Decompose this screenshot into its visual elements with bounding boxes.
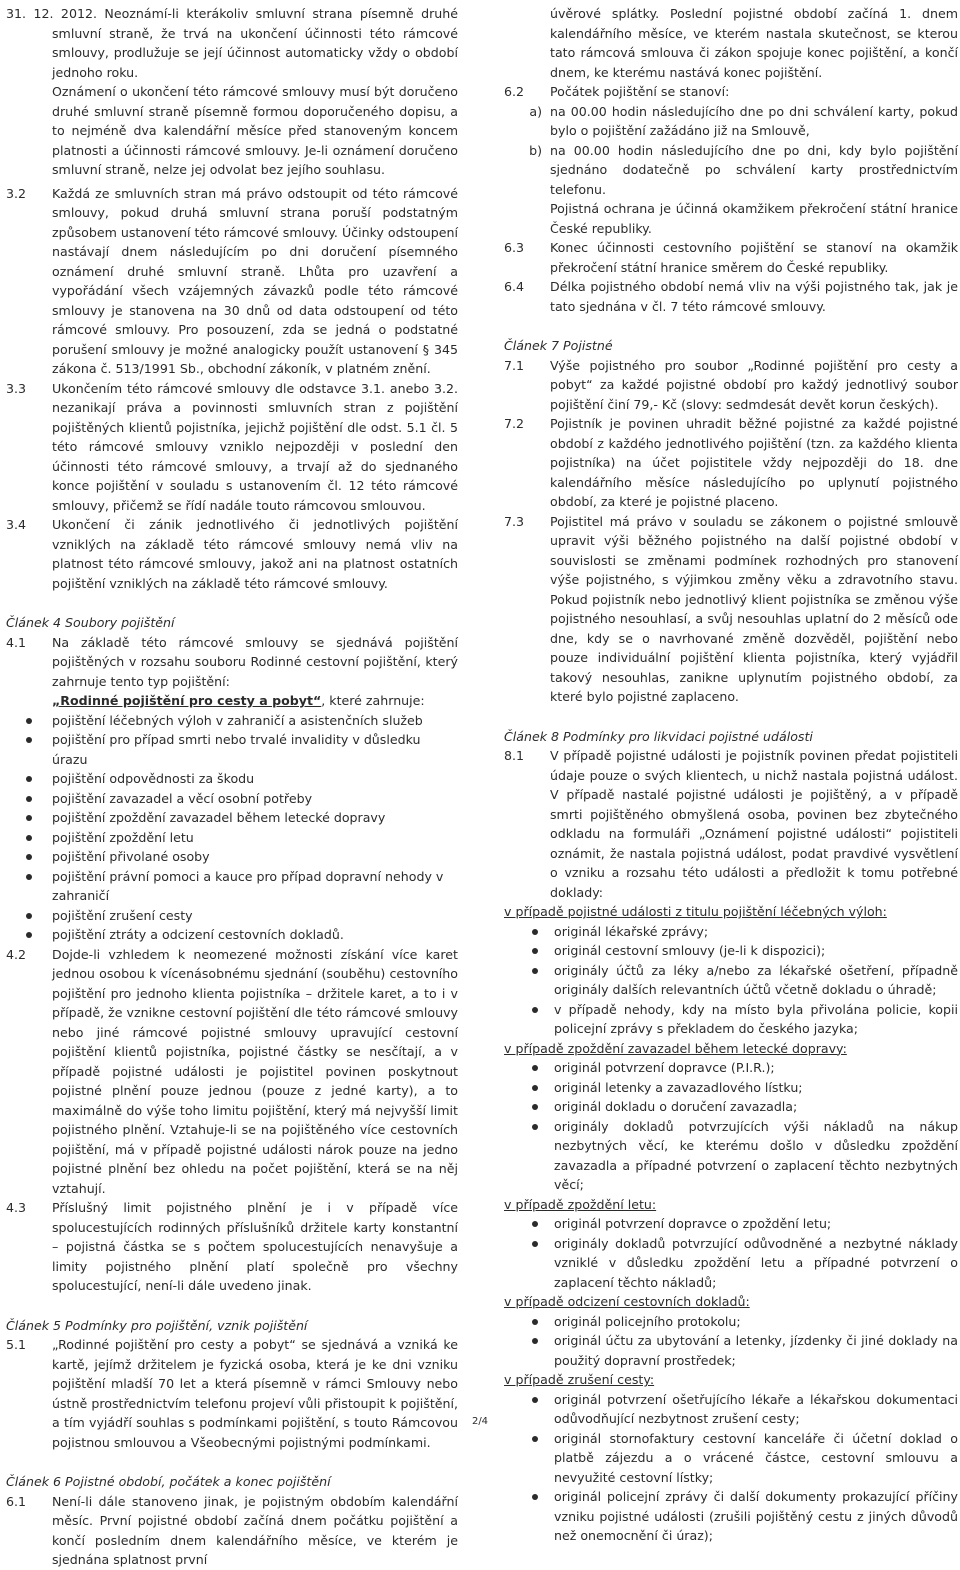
documents-heading: v případě pojistné události z titulu pojištění léčebných výloh: (504, 904, 887, 919)
coverage-item: pojištění zavazadel a věcí osobní potřeby (52, 789, 458, 809)
clause-3-4 (6, 515, 458, 593)
page-number: 2/4 (471, 1416, 489, 1427)
clause-number: 7.3 (504, 513, 525, 529)
article-7-title: Článek 7 Pojistné (504, 338, 613, 353)
clause-text: Ukončení či zánik jednotlivého či jednotlivých pojištění vzniklých na základě této rámcové smlouvy nemá vliv na platnost této rámcové smlouvy, jakož ani na platnost ostatních pojištění vzniklých na základě této rámcové smlouvy. (52, 517, 458, 591)
article-4-title: Článek 4 Soubory pojištění (6, 615, 175, 630)
clause-text: V případě pojistné události je pojistník povinen předat pojistiteli údaje pouze o svých klientech, u nichž nastala pojistná událost. V případě nastalé pojistné události je pojištěný, a v případě smrti pojištěného obmyšlená osoba, povinen bez zbytečného odkladu na formuláři „Oznámení pojistné události“ pojistiteli oznámit, že nastala pojistná událost, podat pravdivé vysvětlení o vzniku a rozsahu této události a předložit k tomu potřebné doklady: (550, 748, 958, 900)
document-item: originál policejního protokolu; (554, 1312, 958, 1332)
clause-6-2-note: Pojistná ochrana je účinná okamžikem překročení státní hranice České republiky. (550, 201, 958, 236)
documents-medical (504, 902, 958, 1039)
article-8-title: Článek 8 Podmínky pro likvidaci pojistné události (504, 728, 813, 744)
coverage-item: pojištění zpoždění zavazadel během letecké dopravy (52, 808, 458, 828)
clause-number: 4.1 (6, 634, 27, 650)
clause-7-1 (504, 356, 958, 415)
right-column (504, 4, 958, 1546)
article-6-title: Článek 6 Pojistné období, počátek a konec pojištění (6, 1474, 331, 1489)
clause-number: 4.2 (6, 946, 27, 962)
documents-list (504, 922, 958, 1039)
clause-text: Pojistník je povinen uhradit běžné pojistné za každé pojistné období z každého jednotlivého pojištění (tzn. za každého klienta pojistníka) na účet pojistitele vždy nejpozději do 18. dne kalendářního měsíce následujícího po uplynutí pojistného období, za které je pojistné placeno. (550, 416, 958, 509)
clause-text: „Rodinné pojištění pro cesty a pobyt“ se sjednává a vzniká ke kartě, jejímž držitelem je fyzická osoba, která je ke dni vzniku pojištění mladší 70 let a která písemně v rámci Smlouvy nebo ústně prostřednictvím telefonu projeví vůli přistoupit k pojištění, a tím vyjádří souhlas s podmínkami pojištění, s touto Rámcovou pojistnou smlouvou a Všeobecnými pojistnými podmínkami. (52, 1337, 458, 1450)
clause-text: Příslušný limit pojistného plnění je i v případě více spolucestujících rodinných příslušníků držitele karty konstantní – pojistná částka se s počtem spolucestujících nenavyšuje a limity pojistného plnění platí společně pro všechny spolucestující, není-li dále uvedeno jinak. (52, 1200, 458, 1293)
clause-7-3 (504, 512, 958, 707)
clause-8-1 (504, 746, 958, 902)
document-item: originál potvrzení ošetřujícího lékaře a lékařskou dokumentaci odůvodňující nezbytnost zrušení cesty; (554, 1390, 958, 1429)
document-item: originál lékařské zprávy; (554, 922, 958, 942)
clause-text: Pojistitel má právo v souladu se zákonem o pojistné smlouvě upravit výši běžného pojistného na další pojistné období v souvislosti se změnami podmínek rozhodných pro stanovení výše pojistného, s výjimkou změny věku a zdravotního stavu. Pokud pojistník nebo jednotlivý klient pojistníka se změnou výše pojistného nesouhlasí, a svůj nesouhlas uplatní do 2 měsíců ode dne, kdy se o navrhované změně dozvěděl, pojištění nebo pouze individuální pojištění klienta pojistníka, který vyjádřil takový nesouhlas, zanikne uplynutím pojistného období, za které bylo pojistné zaplaceno. (550, 513, 958, 704)
coverage-item: pojištění pro případ smrti nebo trvalé invalidity v důsledku úrazu (52, 730, 458, 769)
documents-heading: v případě zpoždění letu: (504, 1196, 657, 1212)
clause-6-3 (504, 238, 958, 277)
clause-text: Ukončením této rámcové smlouvy dle odstavce 3.1. anebo 3.2. nezanikají práva a povinnosti smluvních stran z pojištění pojištěných klientů pojistníka, jejichž pojištění dle odst. 5.1 čl. 5 této rámcové smlouvy vzniklo nejpozději v poslední den účinnosti této rámcové smlouvy, a trvají až do sjednaného konce pojištění v souladu s ustanovením čl. 12 této rámcové smlouvy, přičemž se řídí nadále touto rámcovou smlouvou. (52, 380, 458, 513)
clause-4-2 (6, 945, 458, 1199)
documents-list (504, 1214, 958, 1292)
document-item: v případě nehody, kdy na místo byla přivolána policie, kopii policejní zprávy s překladem do českého jazyka; (554, 1000, 958, 1039)
document-item: originál potvrzení dopravce o zpoždění letu; (554, 1214, 958, 1234)
clause-6-2-b (504, 141, 958, 200)
coverage-item: pojištění zpoždění letu (52, 828, 458, 848)
documents-theft (504, 1292, 958, 1370)
clause-number: 3.2 (6, 185, 27, 201)
clause-text: Počátek pojištění se stanoví: (550, 84, 730, 99)
clause-3-1-continuation: 31. 12. 2012. Neoznámí-li kterákoliv smluvní strana písemně druhé smluvní straně, že trvá na ukončení účinnosti této rámcové smlouvy, prodlužuje se její účinnost automaticky vždy o období jednoho roku. (6, 6, 458, 80)
documents-heading: v případě zrušení cesty: (504, 1372, 655, 1387)
document-item: originály účtů za léky a/nebo za lékařské ošetření, případně originály dalších relevantních účtů včetně dokladu o úhradě; (554, 961, 958, 1000)
documents-list (504, 1390, 958, 1546)
clause-number: 6.4 (504, 279, 525, 294)
documents-heading: v případě zpoždění zavazadel během letecké dopravy: (504, 1040, 847, 1056)
clause-text: Délka pojistného období nemá vliv na výši pojistného tak, jak je tato sjednána v čl. 7 této rámcové smlouvy. (550, 279, 958, 314)
article-5-title: Článek 5 Podmínky pro pojištění, vznik pojištění (6, 1317, 308, 1333)
clause-number: 6.1 (6, 1493, 27, 1509)
clause-text: Na základě této rámcové smlouvy se sjednává pojištění pojištěných v rozsahu souboru Rodinné cestovní pojištění, který zahrnuje tento typ pojištění: (52, 634, 458, 689)
clause-3-1-notice: Oznámení o ukončení této rámcové smlouvy musí být doručeno druhé smluvní straně písemně formou doporučeného dopisu, a to nejméně dva kalendářní měsíce před stanoveným koncem platnosti a účinnosti rámcové smlouvy. Je-li oznámení doručeno smluvní straně, nelze jej odvolat bez jejího souhlasu. (52, 84, 458, 177)
clause-text: Dojde-li vzhledem k neomezené možnosti získání více karet jednou osobou k vícenásobnému sjednání (souběhu) cestovního pojištění pro jednoho klienta pojistníka – držitele karet, a to i v případě, že vznikne cestovní pojištění dle této rámcové smlouvy nebo jiné rámcové pojistné smlouvy upravující cestovní pojištění klientů pojistníka, pojistné částky se nesčítají, a v případě pojistné události je pojistitel povinen poskytnout pojistné plnění pouze jednou (pouze z jedné karty), a to maximálně do výše toho limitu pojištění, který má nejvyšší limit pojistného plnění. Vztahuje-li se na pojištěného více cestovních pojištění, má v případě pojistné události nárok pouze na jedno pojistné plnění bez ohledu na počet pojištění, která se na něj vztahují. (52, 946, 458, 1196)
plan-suffix: , které zahrnuje: (321, 693, 425, 708)
clause-3-3 (6, 379, 458, 516)
clause-number: 4.3 (6, 1200, 27, 1215)
clause-6-4 (504, 277, 958, 316)
coverage-item: pojištění přivolané osoby (52, 847, 458, 867)
clause-number: 3.3 (6, 380, 27, 396)
coverage-item: pojištění odpovědnosti za škodu (52, 769, 458, 789)
clause-text: Není-li dále stanoveno jinak, je pojistným obdobím kalendářní měsíc. První pojistné období začíná dnem počátku pojištění a končí posledním dnem kalendářního měsíce, ve kterém je sjednána splatnost první (52, 1493, 458, 1567)
clause-number: 6.2 (504, 84, 525, 99)
clause-7-2 (504, 414, 958, 512)
clause-number: 8.1 (504, 748, 525, 763)
clause-number: 7.2 (504, 416, 525, 431)
plan-name: „Rodinné pojištění pro cesty a pobyt“ (52, 693, 322, 708)
documents-list (504, 1058, 958, 1195)
clause-6-2 (504, 82, 958, 102)
document-item: originály dokladů potvrzujících výši nákladů na nákup nezbytných věcí, ke kterému došlo v důsledku zpoždění zavazadla a případné potvrzení o zaplacení těchto nezbytných věcí; (554, 1117, 958, 1195)
clause-number: 5.1 (6, 1337, 27, 1352)
clause-number: 6.3 (504, 240, 525, 255)
clause-6-2-a (504, 102, 958, 141)
clause-5-1 (6, 1335, 458, 1452)
coverage-item: pojištění právní pomoci a kauce pro případ dopravní nehody v zahraničí (52, 867, 458, 906)
sub-text: na 00.00 hodin následujícího dne po dni, kdy bylo pojištění sjednáno dodatečně po schválení karty prostřednictvím telefonu. (550, 142, 958, 197)
clause-6-1 (6, 1492, 458, 1570)
sub-letter: a) (529, 103, 542, 119)
coverage-item: pojištění zrušení cesty (52, 906, 458, 926)
clause-text: Každá ze smluvních stran má právo odstoupit od této rámcové smlouvy, pokud druhá smluvní strana poruší podstatným způsobem ustanovení této rámcové smlouvy. Účinky odstoupení nastávají dnem následujícím po dni doručení písemného oznámení druhé smluvní straně. Lhůta pro uzavření a vypořádání všech vzájemných závazků podle této rámcové smlouvy je stanovena na 30 dnů od data odstoupení od této rámcové smlouvy. Pro posouzení, zda se jedná o podstatné porušení smlouvy je možné analogicky použít ustanovení § 345 zákona č. 513/1991 Sb., obchodní zákoník, v platném znění. (52, 185, 458, 376)
sub-text: na 00.00 hodin následujícího dne po dni schválení karty, pokud bylo o pojištění zažádáno již na Smlouvě, (550, 103, 958, 138)
document-item: originál dokladu o doručení zavazadla; (554, 1097, 958, 1117)
sub-letter: b) (529, 142, 542, 158)
document-item: originál stornofaktury cestovní kanceláře či účetní doklad o platbě zájezdu a o vrácené částce, cestovní smlouvu a nevyužité cestovní lístky; (554, 1429, 958, 1488)
left-column (6, 4, 458, 1570)
documents-baggage-delay (504, 1039, 958, 1195)
document-item: originál letenky a zavazadlového lístku; (554, 1078, 958, 1098)
document-item: originál účtu za ubytování a letenky, jízdenky či jiné doklady na použitý dopravní prostředek; (554, 1331, 958, 1370)
documents-flight-delay (504, 1195, 958, 1293)
clause-number: 7.1 (504, 357, 525, 373)
clause-4-1 (6, 633, 458, 692)
clause-4-3 (6, 1198, 458, 1296)
document-item: originál policejní zprávy či další dokumenty prokazující příčiny vzniku pojistné události (zrušili pojištěný cestu z jiných důvodů než onemocnění či úraz); (554, 1487, 958, 1546)
documents-trip-cancellation (504, 1370, 958, 1546)
clause-text: Konec účinnosti cestovního pojištění se stanoví na okamžik překročení státní hranice směrem do České republiky. (550, 240, 958, 275)
document-item: originály dokladů potvrzující odůvodněné a nezbytné náklady vzniklé v důsledku zpoždění letu a případné potvrzení o zaplacení těchto nákladů; (554, 1234, 958, 1293)
clause-3-2 (6, 184, 458, 379)
plan-line (6, 691, 458, 711)
clause-number: 3.4 (6, 517, 27, 532)
coverage-item: pojištění ztráty a odcizení cestovních dokladů. (52, 925, 458, 945)
coverage-item: pojištění léčebných výloh v zahraničí a asistenčních služeb (52, 711, 458, 731)
clause-text: Výše pojistného pro soubor „Rodinné pojištění pro cesty a pobyt“ za každé pojistné období pro každý jednotlivý soubor pojištění činí 79,- Kč (slovy: sedmdesát devět korun českých). (550, 357, 958, 412)
document-item: originál cestovní smlouvy (je-li k dispozici); (554, 941, 958, 961)
document-item: originál potvrzení dopravce (P.I.R.); (554, 1058, 958, 1078)
documents-list (504, 1312, 958, 1371)
clause-6-1-continuation: úvěrové splátky. Poslední pojistné období začíná 1. dnem kalendářního měsíce, ve kterém nastala skutečnost, se kterou tato rámcová smlouva či zákon spojuje konec pojištění, a končí dnem, ke kterému nastává konec pojištění. (550, 6, 958, 80)
documents-heading: v případě odcizení cestovních dokladů: (504, 1294, 750, 1309)
coverage-list (6, 711, 458, 945)
